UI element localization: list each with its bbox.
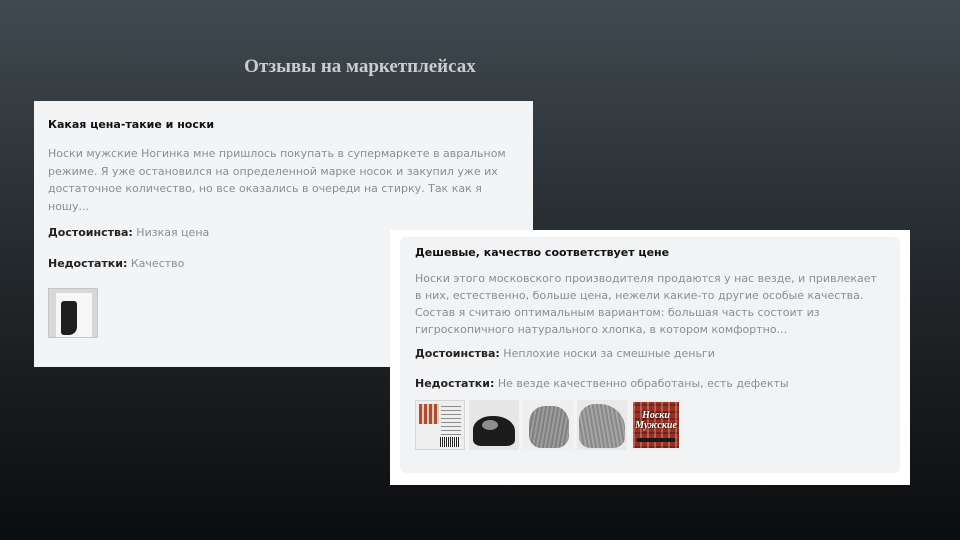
- pros-label: Достоинства:: [415, 347, 500, 360]
- review-text-line: ношу...: [48, 199, 89, 213]
- cons-line: [415, 377, 886, 390]
- slide-title: Отзывы на маркетплейсах: [244, 56, 476, 77]
- review-text-line: достаточное количество, но все оказались в очереди на стирку. Так как я: [48, 182, 482, 195]
- cons-label: Недостатки:: [48, 257, 128, 270]
- review-text-line: гигроскопичного натурального хлопка, в котором комфортно...: [415, 323, 788, 336]
- brand-logo-line: Мужские: [635, 420, 677, 431]
- review-photo-label[interactable]: [415, 400, 465, 450]
- review-photo-dark-sock[interactable]: [469, 400, 519, 450]
- review-title[interactable]: Какая цена-такие и носки: [48, 118, 215, 131]
- review-text-line: Носки этого московского производителя продаются у нас везде, и привлекает: [415, 272, 877, 285]
- review-photo-brand-package[interactable]: [631, 400, 681, 450]
- review-text-line: режиме. Я уже остановился на определенной марке носок и закупил уже их: [48, 164, 498, 178]
- pros-label: Достоинства:: [48, 226, 133, 239]
- review-photo-sock-package[interactable]: [48, 288, 98, 338]
- pros-line: [415, 347, 886, 360]
- brand-logo-text: [633, 411, 679, 431]
- review-text-line: Носки мужские Ногинка мне пришлось покупать в супермаркете в авральном: [48, 147, 506, 160]
- cons-label: Недостатки:: [415, 377, 495, 390]
- cons-value: Не везде качественно обработаны, есть дефекты: [497, 377, 789, 390]
- cons-value: Качество: [130, 257, 185, 270]
- review-title[interactable]: Дешевые, качество соответствует цене: [415, 246, 670, 259]
- review-photo-knit-toe[interactable]: [577, 400, 627, 450]
- review-text-line: Состав я считаю оптимальным вариантом: большая часть состоит из: [415, 306, 820, 319]
- review-text-line: в них, естественно, больше цена, нежели какие-то другие особые качества.: [415, 289, 864, 302]
- review-text: [415, 270, 886, 338]
- review-photo-knit-closeup[interactable]: [523, 400, 573, 450]
- review-card-2: [390, 230, 910, 485]
- review-photos: [415, 400, 886, 450]
- pros-value: Низкая цена: [136, 226, 210, 239]
- pros-value: Неплохие носки за смешные деньги: [503, 347, 715, 360]
- brand-logo-line: Носки: [642, 410, 670, 421]
- review-text: [48, 145, 519, 215]
